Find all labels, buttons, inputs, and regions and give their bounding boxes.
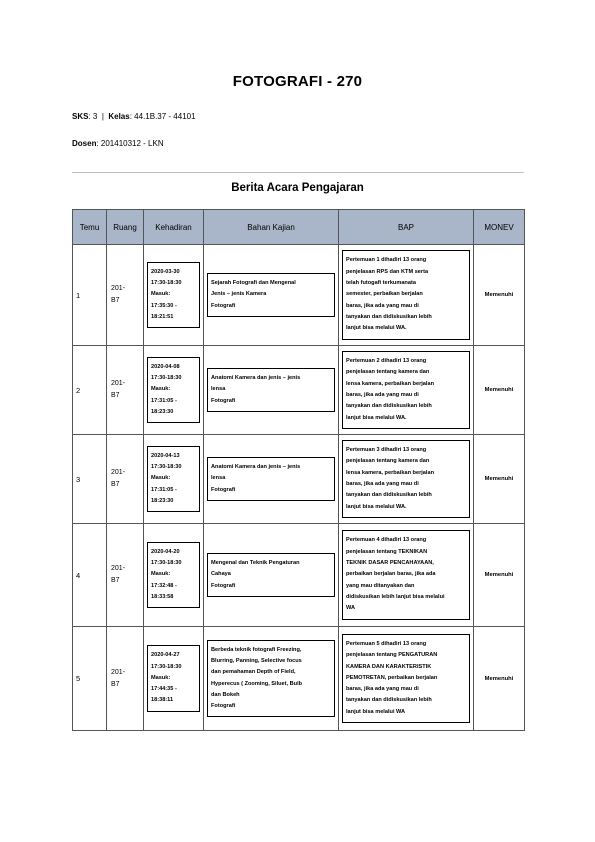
header-temu: Temu xyxy=(73,210,107,245)
ruang-text: 201- B7 xyxy=(111,668,126,688)
page-title: FOTOGRAFI - 270 xyxy=(232,73,363,90)
cell-bap xyxy=(339,346,474,435)
cell-bahan-kajian xyxy=(204,245,339,346)
ruang-text: 201- B7 xyxy=(111,469,126,488)
cell-kehadiran xyxy=(144,346,204,435)
bahan-kajian-text: Anatomi Kamera dan jenis – jenis lensa Fotografi xyxy=(207,368,335,412)
table-row xyxy=(73,435,525,524)
cell-kehadiran xyxy=(144,435,204,524)
cell-temu: 3 xyxy=(73,435,107,524)
kehadiran-text: 2020-04-20 17:30-18:30 Masuk: 17:32:48 - 18:33:58 xyxy=(147,542,200,608)
cell-monev: Memenuhi xyxy=(474,524,525,627)
ruang-text: 201- B7 xyxy=(111,565,126,584)
bap-text: Pertemuan 1 dihadiri 13 orang penjelasan RPS dan KTM serta telah futogafi terkumanata semester, perbaikan berjalan baras, jika ada yang mau di tanyakan dan didiskusikan lebih lanjut bisa melalui WA. xyxy=(342,250,470,339)
table-row xyxy=(73,346,525,435)
cell-ruang xyxy=(107,627,144,731)
bap-text: Pertemuan 4 dihadiri 13 orang penjelasan tentang TEKNIKAN TEKNIK DASAR PENCAHAYAAN, perbaikan berjalan baras, jika ada yang mau ditanyakan dan didiskusikan lebih lanjut bisa melalui WA xyxy=(342,530,470,619)
cell-temu: 1 xyxy=(73,245,107,346)
bahan-kajian-text: Mengenal dan Teknik Pengaturan Cahaya Fotografi xyxy=(207,553,335,597)
cell-bahan-kajian xyxy=(204,435,339,524)
table-row xyxy=(73,524,525,627)
table-row xyxy=(73,245,525,346)
cell-bahan-kajian xyxy=(204,524,339,627)
separator: | xyxy=(99,112,107,121)
cell-bap xyxy=(339,245,474,346)
kehadiran-text: 2020-04-08 17:30-18:30 Masuk: 17:31:05 - 18:23:30 xyxy=(147,357,200,423)
header-monev: MONEV xyxy=(474,210,525,245)
table-row xyxy=(73,627,525,731)
kehadiran-text: 2020-03-30 17:30-18:30 Masuk: 17:35:30 - 18:21:51 xyxy=(147,262,200,328)
header-bahan-kajian: Bahan Kajian xyxy=(204,210,339,245)
cell-ruang xyxy=(107,346,144,435)
cell-bahan-kajian xyxy=(204,346,339,435)
cell-ruang xyxy=(107,524,144,627)
cell-bap xyxy=(339,524,474,627)
bahan-kajian-text: Berbeda teknik fotografi Freezing, Blurring, Panning, Selective focus dan pemahaman Depth of Field, Hyperecus ( Zooming, Siluet, Bulb dan Bokeh Fotografi xyxy=(207,640,335,718)
dosen-label: Dosen xyxy=(72,139,97,148)
course-info xyxy=(72,112,196,121)
bap-text: Pertemuan 2 dihadiri 13 orang penjelasan tentang kamera dan lensa kamera, perbaikan berjalan baras, jika ada yang mau di tanyakan dan didiskusikan lebih lanjut bisa melalui WA. xyxy=(342,351,470,429)
header-kehadiran: Kehadiran xyxy=(144,210,204,245)
kelas-label: Kelas xyxy=(108,112,130,121)
cell-monev: Memenuhi xyxy=(474,245,525,346)
cell-temu: 5 xyxy=(73,627,107,731)
divider xyxy=(72,172,524,173)
bap-text: Pertemuan 5 dihadiri 13 orang penjelasan tentang PENGATURAN KAMERA DAN KARAKTERISTIK PEMOTRETAN, perbaikan berjalan baras, jika ada yang mau di tanyakan dan didiskusikan lebih lanjut bisa melalui WA xyxy=(342,634,470,723)
kelas-value: : 44.1B.37 - 44101 xyxy=(129,112,196,121)
sks-value: : 3 xyxy=(88,112,98,121)
cell-ruang xyxy=(107,435,144,524)
section-title: Berita Acara Pengajaran xyxy=(231,182,364,194)
cell-kehadiran xyxy=(144,524,204,627)
cell-bap xyxy=(339,627,474,731)
cell-monev: Memenuhi xyxy=(474,627,525,731)
cell-monev: Memenuhi xyxy=(474,435,525,524)
cell-kehadiran xyxy=(144,245,204,346)
table-header-row xyxy=(73,210,525,245)
header-bap: BAP xyxy=(339,210,474,245)
teaching-log-table xyxy=(72,209,525,731)
lecturer-info xyxy=(72,139,164,148)
ruang-text: 201- B7 xyxy=(111,285,126,304)
header-ruang: Ruang xyxy=(107,210,144,245)
cell-kehadiran xyxy=(144,627,204,731)
kehadiran-text: 2020-04-27 17:30-18:30 Masuk: 17:44:35 - 18:38:11 xyxy=(147,645,200,711)
cell-bap xyxy=(339,435,474,524)
bahan-kajian-text: Sejarah Fotografi dan Mengenal Jenis – jenis Kamera Fotografi xyxy=(207,273,335,317)
kehadiran-text: 2020-04-13 17:30-18:30 Masuk: 17:31:05 - 18:23:30 xyxy=(147,446,200,512)
cell-temu: 2 xyxy=(73,346,107,435)
bahan-kajian-text: Anatomi Kamera dan jenis – jenis lensa Fotografi xyxy=(207,457,335,501)
ruang-text: 201- B7 xyxy=(111,380,126,399)
cell-monev: Memenuhi xyxy=(474,346,525,435)
dosen-value: : 201410312 - LKN xyxy=(96,139,164,148)
cell-ruang xyxy=(107,245,144,346)
cell-temu: 4 xyxy=(73,524,107,627)
cell-bahan-kajian xyxy=(204,627,339,731)
sks-label: SKS xyxy=(72,112,89,121)
bap-text: Pertemuan 3 dihadiri 13 orang penjelasan tentang kamera dan lensa kamera, perbaikan berjalan baras, jika ada yang mau di tanyakan dan didiskusikan lebih lanjut bisa melalui WA. xyxy=(342,440,470,518)
